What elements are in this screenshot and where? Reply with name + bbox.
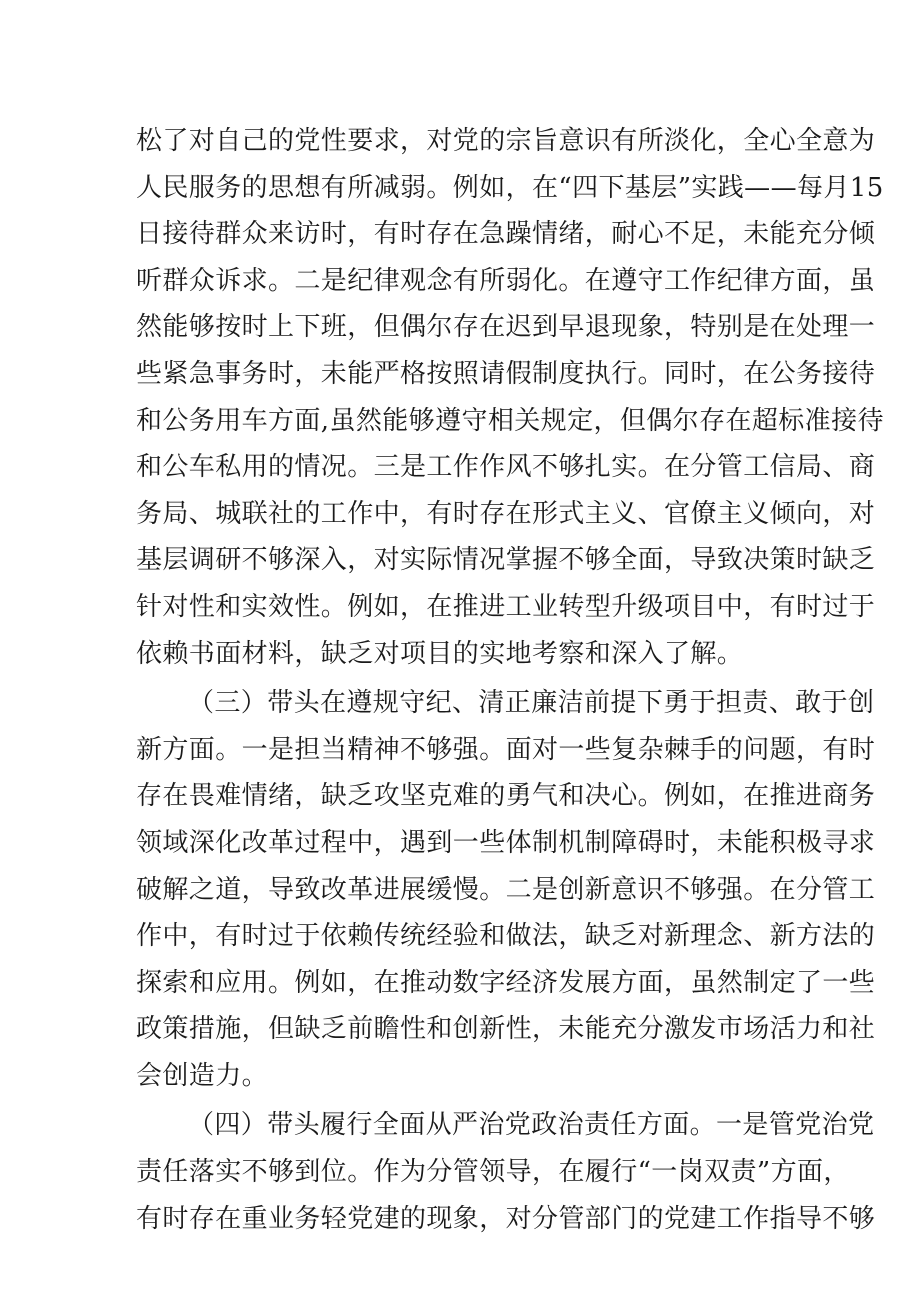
text-line: 有时存在重业务轻党建的现象，对分管部门的党建工作指导不够 xyxy=(136,1203,876,1234)
text-line: 些紧急事务时，未能严格按照请假制度执行。同时，在公务接待 xyxy=(136,358,876,389)
text-line: 针对性和实效性。例如，在推进工业转型升级项目中，有时过于 xyxy=(136,591,876,622)
text-line: 责任落实不够到位。作为分管领导，在履行“一岗双责”方面， xyxy=(136,1157,850,1188)
text-line: 松了对自己的党性要求，对党的宗旨意识有所淡化，全心全意为 xyxy=(136,126,876,156)
text-line: 务局、城联社的工作中，有时存在形式主义、官僚主义倾向，对 xyxy=(136,498,876,529)
paragraph-2 xyxy=(136,680,876,1099)
paragraph-1 xyxy=(136,118,884,677)
text-line: 基层调研不够深入，对实际情况掌握不够全面，导致决策时缺乏 xyxy=(136,545,876,576)
text-line: 日接待群众来访时，有时存在急躁情绪，耐心不足，未能充分倾 xyxy=(136,219,876,250)
text-line: 听群众诉求。二是纪律观念有所弱化。在遵守工作纪律方面，虽 xyxy=(136,265,876,296)
text-line: 存在畏难情绪，缺乏攻坚克难的勇气和决心。例如，在推进商务 xyxy=(136,781,876,812)
text-line: 领域深化改革过程中，遇到一些体制机制障碍时，未能积极寻求 xyxy=(136,827,876,858)
text-line: 探索和应用。例如，在推动数字经济发展方面，虽然制定了一些 xyxy=(136,967,876,998)
text-line: 破解之道，导致改革进展缓慢。二是创新意识不够强。在分管工 xyxy=(136,874,876,905)
text-line: 人民服务的思想有所减弱。例如，在“四下基层”实践——每月15 xyxy=(136,172,884,203)
text-line: （三）带头在遵规守纪、清正廉洁前提下勇于担责、敢于创 xyxy=(188,688,875,719)
text-line: 和公车私用的情况。三是工作作风不够扎实。在分管工信局、商 xyxy=(136,452,876,483)
text-line: （四）带头履行全面从严治党政治责任方面。一是管党治党 xyxy=(188,1110,875,1141)
text-line: 依赖书面材料，缺乏对项目的实地考察和深入了解。 xyxy=(136,638,744,669)
paragraph-3 xyxy=(136,1102,876,1242)
text-line: 和公务用车方面,虽然能够遵守相关规定，但偶尔存在超标准接待 xyxy=(136,405,884,436)
document-body xyxy=(136,118,884,1242)
text-line: 会创造力。 xyxy=(136,1060,269,1091)
text-line: 政策措施，但缺乏前瞻性和创新性，未能充分激发市场活力和社 xyxy=(136,1014,876,1045)
text-line: 然能够按时上下班，但偶尔存在迟到早退现象，特别是在处理一 xyxy=(136,312,876,343)
text-line: 作中，有时过于依赖传统经验和做法，缺乏对新理念、新方法的 xyxy=(136,921,876,952)
text-line: 新方面。一是担当精神不够强。面对一些复杂棘手的问题，有时 xyxy=(136,734,876,765)
